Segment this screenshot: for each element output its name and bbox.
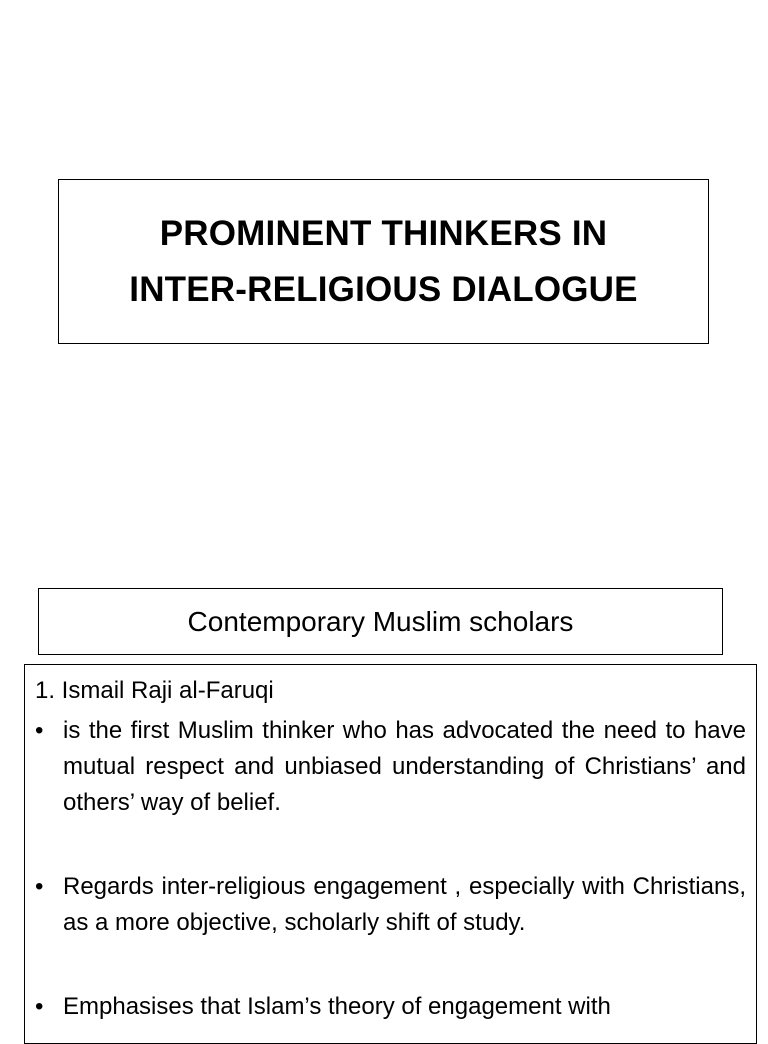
page-title — [129, 206, 637, 318]
bullet-item: • Regards inter-religious engagement , especially with Christians, as a more objective, scholarly shift of study. — [35, 869, 746, 941]
subtitle-box — [38, 588, 723, 655]
scholar-heading: 1. Ismail Raji al-Faruqi — [35, 677, 274, 704]
title-box — [58, 179, 709, 344]
content-box — [24, 664, 757, 1044]
title-line-2: INTER-RELIGIOUS DIALOGUE — [129, 269, 638, 309]
bullet-item: • is the first Muslim thinker who has advocated the need to have mutual respect and unbiased understanding of Christians’ and others’ way of belief. — [35, 713, 746, 821]
bullet-list — [35, 713, 746, 1025]
title-line-1: PROMINENT THINKERS IN — [159, 213, 608, 253]
subtitle: Contemporary Muslim scholars — [187, 605, 574, 637]
bullet-item: • Emphasises that Islam’s theory of engagement with — [35, 989, 746, 1025]
